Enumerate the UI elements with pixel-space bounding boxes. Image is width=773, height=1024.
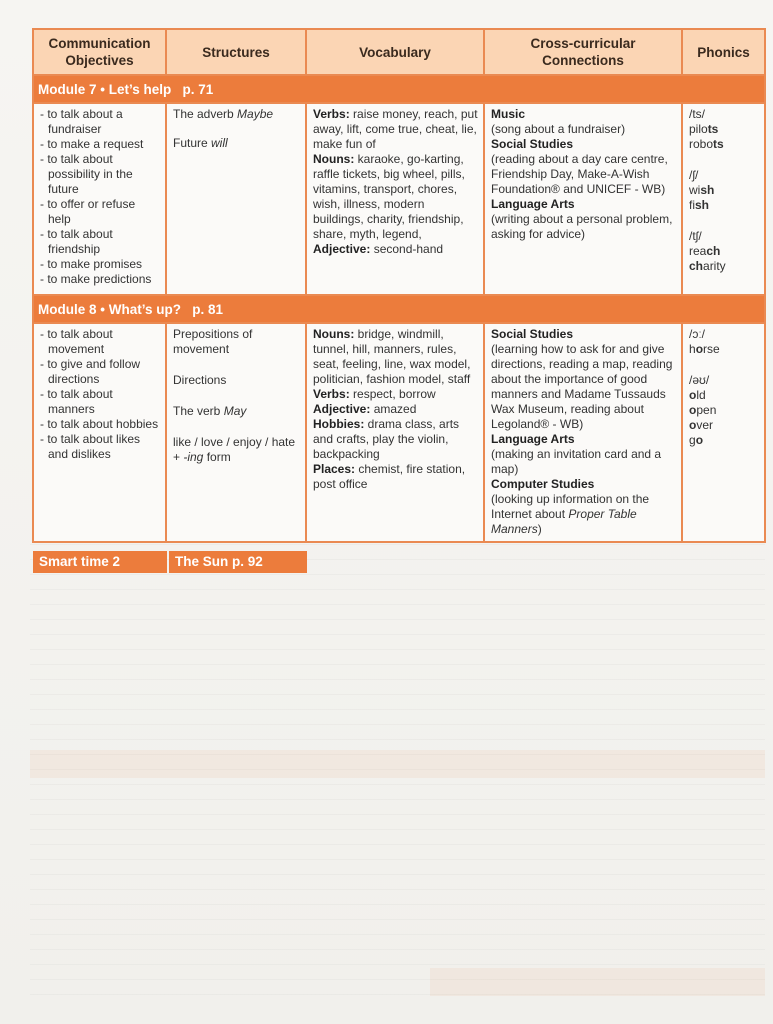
module-page: p. 81: [192, 301, 224, 317]
module-content-row: [33, 323, 765, 542]
phonics-word: [689, 388, 759, 403]
phonics-group: [689, 327, 759, 357]
phonics-word: [689, 418, 759, 433]
phonics-word: [689, 122, 759, 137]
vocabulary-label: Verbs:: [313, 107, 350, 121]
cross-curricular-item: [491, 137, 676, 197]
subject-name: Computer Studies: [491, 477, 595, 491]
phonics-cell: [682, 103, 765, 295]
header-row: [33, 29, 765, 75]
word-part: h: [689, 342, 696, 356]
cross-curricular-item: [491, 107, 676, 137]
subject-title: Proper Table Manners: [491, 507, 637, 536]
vocabulary-group: [313, 402, 478, 417]
vocabulary-words: amazed: [370, 402, 417, 416]
show-through-band: [30, 750, 765, 778]
phonics-cell: [682, 323, 765, 542]
scope-and-sequence-table: [32, 28, 764, 577]
phonics-word: [689, 183, 759, 198]
highlighted-sound: o: [689, 418, 697, 432]
phonics-word: [689, 259, 759, 274]
word-part: ld: [696, 388, 706, 402]
structure-item: [173, 373, 300, 388]
vocabulary-group: [313, 152, 478, 242]
phonics-group: [689, 107, 759, 152]
module-page: p. 71: [182, 81, 214, 97]
objective-item: - to talk about movement: [40, 327, 113, 356]
phonics-word: [689, 342, 759, 357]
objective-item: - to talk about likes and dislikes: [40, 432, 141, 461]
highlighted-sound: o: [689, 388, 697, 402]
vocabulary-words: respect, borrow: [349, 387, 436, 401]
vocabulary-group: [313, 242, 478, 257]
vocabulary-words: karaoke, go-karting, raffle tickets, big wheel, pills, vitamins, transport, chores, wish, illness, modern buildings, charity, friendship, share, myth, legend,: [313, 152, 465, 241]
objective-item: - to talk about manners: [40, 387, 113, 416]
structures-cell: [166, 103, 306, 295]
subject-name: Language Arts: [491, 197, 575, 211]
highlighted-sound: ts: [707, 122, 719, 136]
structure-text: Directions: [173, 373, 227, 387]
vocabulary-label: Nouns:: [313, 152, 355, 166]
word-part: fi: [689, 198, 695, 212]
objective-item: - to talk about friendship: [40, 227, 113, 256]
vocabulary-words: chemist, fire station, post office: [313, 462, 466, 491]
phonics-group: [689, 373, 759, 448]
structure-text: form: [203, 450, 231, 464]
vocabulary-group: [313, 327, 478, 387]
cross-curricular-item: [491, 477, 676, 537]
module-title: Module 8 • What’s up?: [38, 301, 181, 317]
structure-emphasis: -ing: [183, 450, 204, 464]
subject-description: (song about a fundraiser): [491, 122, 626, 136]
structure-text: The verb: [173, 404, 224, 418]
objectives-cell: [33, 323, 166, 542]
word-part: g: [689, 433, 696, 447]
objective-item: - to make a request: [40, 137, 144, 151]
vocabulary-group: [313, 107, 478, 152]
smart-time-reading: The Sun p. 92: [169, 551, 307, 573]
vocabulary-label: Adjective:: [313, 242, 371, 256]
header-cell: Cross-curricular Connections: [484, 29, 682, 75]
objectives-list: [40, 327, 160, 462]
module-title: Module 7 • Let’s help: [38, 81, 172, 97]
word-part: pilo: [689, 122, 708, 136]
objectives-cell: [33, 103, 166, 295]
cross-curricular-cell: [484, 103, 682, 295]
subject-name: Language Arts: [491, 432, 575, 446]
word-part: arity: [703, 259, 726, 273]
structure-text: Prepositions of movement: [173, 327, 253, 356]
module-title-cell: [33, 295, 765, 323]
word-part: wi: [689, 183, 701, 197]
objective-item: - to offer or refuse help: [40, 197, 136, 226]
vocabulary-label: Nouns:: [313, 327, 355, 341]
structure-emphasis: May: [223, 404, 247, 418]
objective-item: - to talk about possibility in the future: [40, 152, 133, 196]
structure-item: [173, 327, 300, 357]
structure-item: [173, 435, 300, 465]
phonics-symbol: /ʃ/: [689, 168, 699, 182]
vocabulary-words: bridge, windmill, tunnel, hill, manners, rules, seat, feeling, line, wax model, politician, fashion model, staff: [313, 327, 471, 386]
subject-description: ): [537, 522, 542, 536]
phonics-word: [689, 403, 759, 418]
vocabulary-label: Hobbies:: [313, 417, 365, 431]
show-through-band: [430, 968, 765, 996]
highlighted-sound: sh: [695, 198, 710, 212]
subject-description: (writing about a personal problem, asking for advice): [491, 212, 673, 241]
structures-cell: [166, 323, 306, 542]
module-content-row: [33, 103, 765, 295]
phonics-symbol: /tʃ/: [689, 229, 702, 243]
subject-name: Social Studies: [491, 327, 574, 341]
structure-item: [173, 107, 300, 122]
word-part: ver: [696, 418, 714, 432]
objective-item: - to make promises: [40, 257, 143, 271]
highlighted-sound: sh: [700, 183, 715, 197]
header-cell: Vocabulary: [306, 29, 484, 75]
subject-description: (looking up information on the Internet about: [491, 492, 650, 521]
vocabulary-words: second-hand: [370, 242, 444, 256]
module-row: [33, 75, 765, 103]
module-title-cell: [33, 75, 765, 103]
vocabulary-group: [313, 417, 478, 462]
cross-curricular-item: [491, 197, 676, 242]
cross-curricular-item: [491, 327, 676, 432]
highlighted-sound: ts: [713, 137, 724, 151]
phonics-word: [689, 198, 759, 213]
phonics-symbol: /ɔː/: [689, 327, 706, 341]
smart-time-label: Smart time 2: [33, 551, 167, 573]
highlighted-sound: ch: [706, 244, 721, 258]
structure-emphasis: will: [211, 136, 228, 150]
vocabulary-group: [313, 387, 478, 402]
structure-text: like / love / enjoy / hate +: [173, 435, 296, 464]
structure-item: [173, 136, 300, 151]
module-row: [33, 295, 765, 323]
word-part: pen: [696, 403, 717, 417]
subject-description: (making an invitation card and a map): [491, 447, 662, 476]
phonics-group: [689, 229, 759, 274]
objective-item: - to talk about a fundraiser: [40, 107, 123, 136]
objective-item: - to give and follow directions: [40, 357, 141, 386]
phonics-word: [689, 244, 759, 259]
smart-time-row: [33, 542, 765, 577]
objective-item: - to make predictions: [40, 272, 152, 286]
structure-emphasis: Maybe: [237, 107, 274, 121]
phonics-group: [689, 168, 759, 213]
header-cell: Phonics: [682, 29, 765, 75]
highlighted-sound: o: [695, 342, 704, 356]
subject-description: (reading about a day care centre, Friendship Day, Make-A-Wish Foundation® and UNICEF - WB): [491, 152, 668, 196]
subject-description: (learning how to ask for and give directions, reading a map, reading about the importance of good manners and Madame Tussauds Wax Museum, reading about Legoland® - WB): [491, 342, 673, 431]
objectives-list: [40, 107, 160, 287]
vocabulary-cell: [306, 103, 484, 295]
structure-text: Future: [173, 136, 212, 150]
highlighted-sound: ch: [689, 259, 704, 273]
cross-curricular-cell: [484, 323, 682, 542]
vocabulary-label: Places:: [313, 462, 356, 476]
word-part: rse: [703, 342, 720, 356]
vocabulary-words: drama class, arts and crafts, play the violin, backpacking: [313, 417, 460, 461]
cross-curricular-item: [491, 432, 676, 477]
vocabulary-cell: [306, 323, 484, 542]
vocabulary-label: Adjective:: [313, 402, 371, 416]
subject-name: Music: [491, 107, 526, 121]
phonics-word: [689, 433, 759, 448]
vocabulary-label: Verbs:: [313, 387, 350, 401]
vocabulary-group: [313, 462, 478, 492]
header-cell: Communication Objectives: [33, 29, 166, 75]
highlighted-sound: o: [695, 433, 704, 447]
phonics-symbol: /əʊ/: [689, 373, 710, 387]
word-part: robo: [689, 137, 714, 151]
phonics-word: [689, 137, 759, 152]
vocabulary-words: raise money, reach, put away, lift, come true, cheat, lie, make fun of: [313, 107, 478, 151]
header-cell: Structures: [166, 29, 306, 75]
objective-item: - to talk about hobbies: [40, 417, 159, 431]
structure-text: The adverb: [173, 107, 238, 121]
subject-name: Social Studies: [491, 137, 574, 151]
syllabus-table: [32, 28, 766, 577]
word-part: rea: [689, 244, 707, 258]
structure-item: [173, 404, 300, 419]
phonics-symbol: /ts/: [689, 107, 706, 121]
highlighted-sound: o: [689, 403, 697, 417]
